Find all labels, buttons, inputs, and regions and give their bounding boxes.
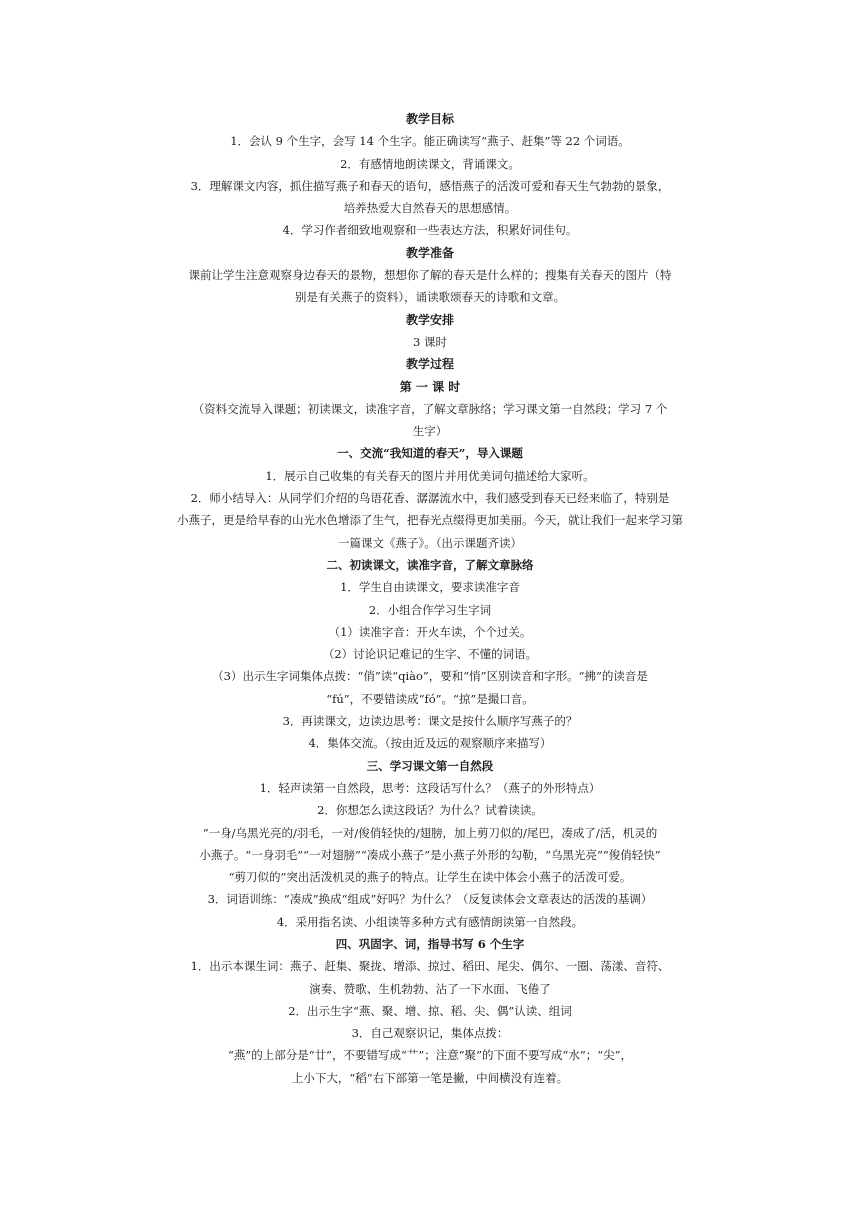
paragraph-line: “燕”的上部分是“廿”，不要错写成“艹”；注意“聚”的下面不要写成“水”；“尖”， [227,1048,633,1063]
paragraph-line: 演奏、赞歌、生机勃勃、沾了一下水面、飞倦了 [309,981,551,996]
paragraph-line: 3．自己观察识记，集体点拨： [351,1026,509,1041]
paragraph-line: 1．会认 9 个生字，会写 14 个生字。能正确读写“燕子、赶集”等 22 个词语。 [230,134,630,149]
section-heading: 第 一 课 时 [399,379,461,394]
paragraph-line: 2．你想怎么读这段话？为什么？试着读读。 [317,803,543,818]
paragraph-line: 2．小组合作学习生字词 [368,602,492,617]
paragraph-line: 1．学生自由读课文，要求读准字音 [340,580,520,595]
paragraph-line: 4．学习作者细致地观察和一些表达方法，积累好词佳句。 [282,223,578,238]
paragraph-line: 1．展示自己收集的有关春天的图片并用优美词句描述给大家听。 [265,468,595,483]
section-heading: 二、初读课文，读准字音，了解文章脉络 [326,557,534,572]
paragraph-line: 2．出示生字“燕、聚、增、掠、稻、尖、偶”认读、组词 [288,1003,572,1018]
paragraph-line: （3）出示生字词集体点拨：“俏”读“qiào”，要和“悄”区别读音和字形。“拂”的读音是 [212,669,648,684]
paragraph-line: 别是有关燕子的资料），诵读歌颂春天的诗歌和文章。 [294,290,566,305]
paragraph-line: 3．词语训练：“凑成”换成“组成”好吗？为什么？（反复读体会文章表达的活泼的基调） [207,892,653,907]
paragraph-line: 1．出示本课生词：燕子、赶集、聚拢、增添、掠过、稻田、尾尖、偶尔、一圈、荡漾、音符、 [190,959,670,974]
paragraph-line: 3．理解课文内容，抓住描写燕子和春天的语句，感悟燕子的活泼可爱和春天生气勃勃的景象， [190,178,670,193]
paragraph-line: 小燕子。“一身羽毛”“一对翅膀”“凑成小燕子”是小燕子外形的勾勒，“乌黑光亮”“俊俏轻快” [199,847,661,862]
paragraph-line: “fú”，不要错读成“fó”。“掠”是撮口音。 [326,691,534,706]
paragraph-line: 3 课时 [413,334,447,349]
paragraph-line: 培养热爱大自然春天的思想感情。 [343,201,517,216]
paragraph-line: 小燕子，更是给早春的山光水色增添了生气，把春光点缀得更加美丽。今天，就让我们一起来学习第 [177,513,683,528]
paragraph-line: 1．轻声读第一自然段，思考：这段话写什么？（燕子的外形特点） [259,780,601,795]
paragraph-line: 4．采用指名读、小组读等多种方式有感情朗读第一自然段。 [276,914,584,929]
section-heading: 教学安排 [405,312,454,327]
paragraph-line: “剪刀似的”突出活泼机灵的燕子的特点。让学生在读中体会小燕子的活泼可爱。 [228,870,632,885]
document-page [150,108,710,1089]
section-heading: 教学目标 [405,112,454,126]
paragraph-line: （资料交流导入课题；初读课文，读准字音，了解文章脉络；学习课文第一自然段；学习 7 个 [192,401,668,416]
paragraph-line: 4．集体交流。（按由近及远的观察顺序来描写） [308,736,552,751]
paragraph-line: （2）讨论识记难记的生字、不懂的词语。 [322,647,538,662]
paragraph-line: 课前让学生注意观察身边春天的景物，想想你了解的春天是什么样的；搜集有关春天的图片（特 [188,268,672,283]
paragraph-line: 生字） [412,424,448,439]
section-heading: 三、学习课文第一自然段 [366,758,494,773]
section-heading: 教学过程 [405,357,454,372]
paragraph-line: 2．师小结导入：从同学们介绍的鸟语花香、潺潺流水中，我们感受到春天已经来临了，特别是 [190,491,670,506]
section-heading: 一、交流“我知道的春天”，导入课题 [337,446,523,461]
paragraph-line: “一身/乌黑光亮的/羽毛，一对/俊俏轻快的/翅膀，加上剪刀似的/尾巴，凑成了/活，机灵的 [202,825,658,840]
paragraph-line: （1）读准字音：开火车读，个个过关。 [328,624,532,639]
paragraph-line: 一篇课文《燕子》。（出示课题齐读） [338,535,522,550]
paragraph-line: 上小下大，“稻“右下部第一笔是撇，中间横没有连着。 [291,1070,569,1085]
paragraph-line: 3．再读课文，边读边思考：课文是按什么顺序写燕子的？ [282,714,578,729]
section-heading: 四、巩固字、词，指导书写 6 个生字 [335,936,525,951]
section-heading: 教学准备 [405,245,454,260]
paragraph-line: 2．有感情地朗读课文，背诵课文。 [340,156,520,171]
